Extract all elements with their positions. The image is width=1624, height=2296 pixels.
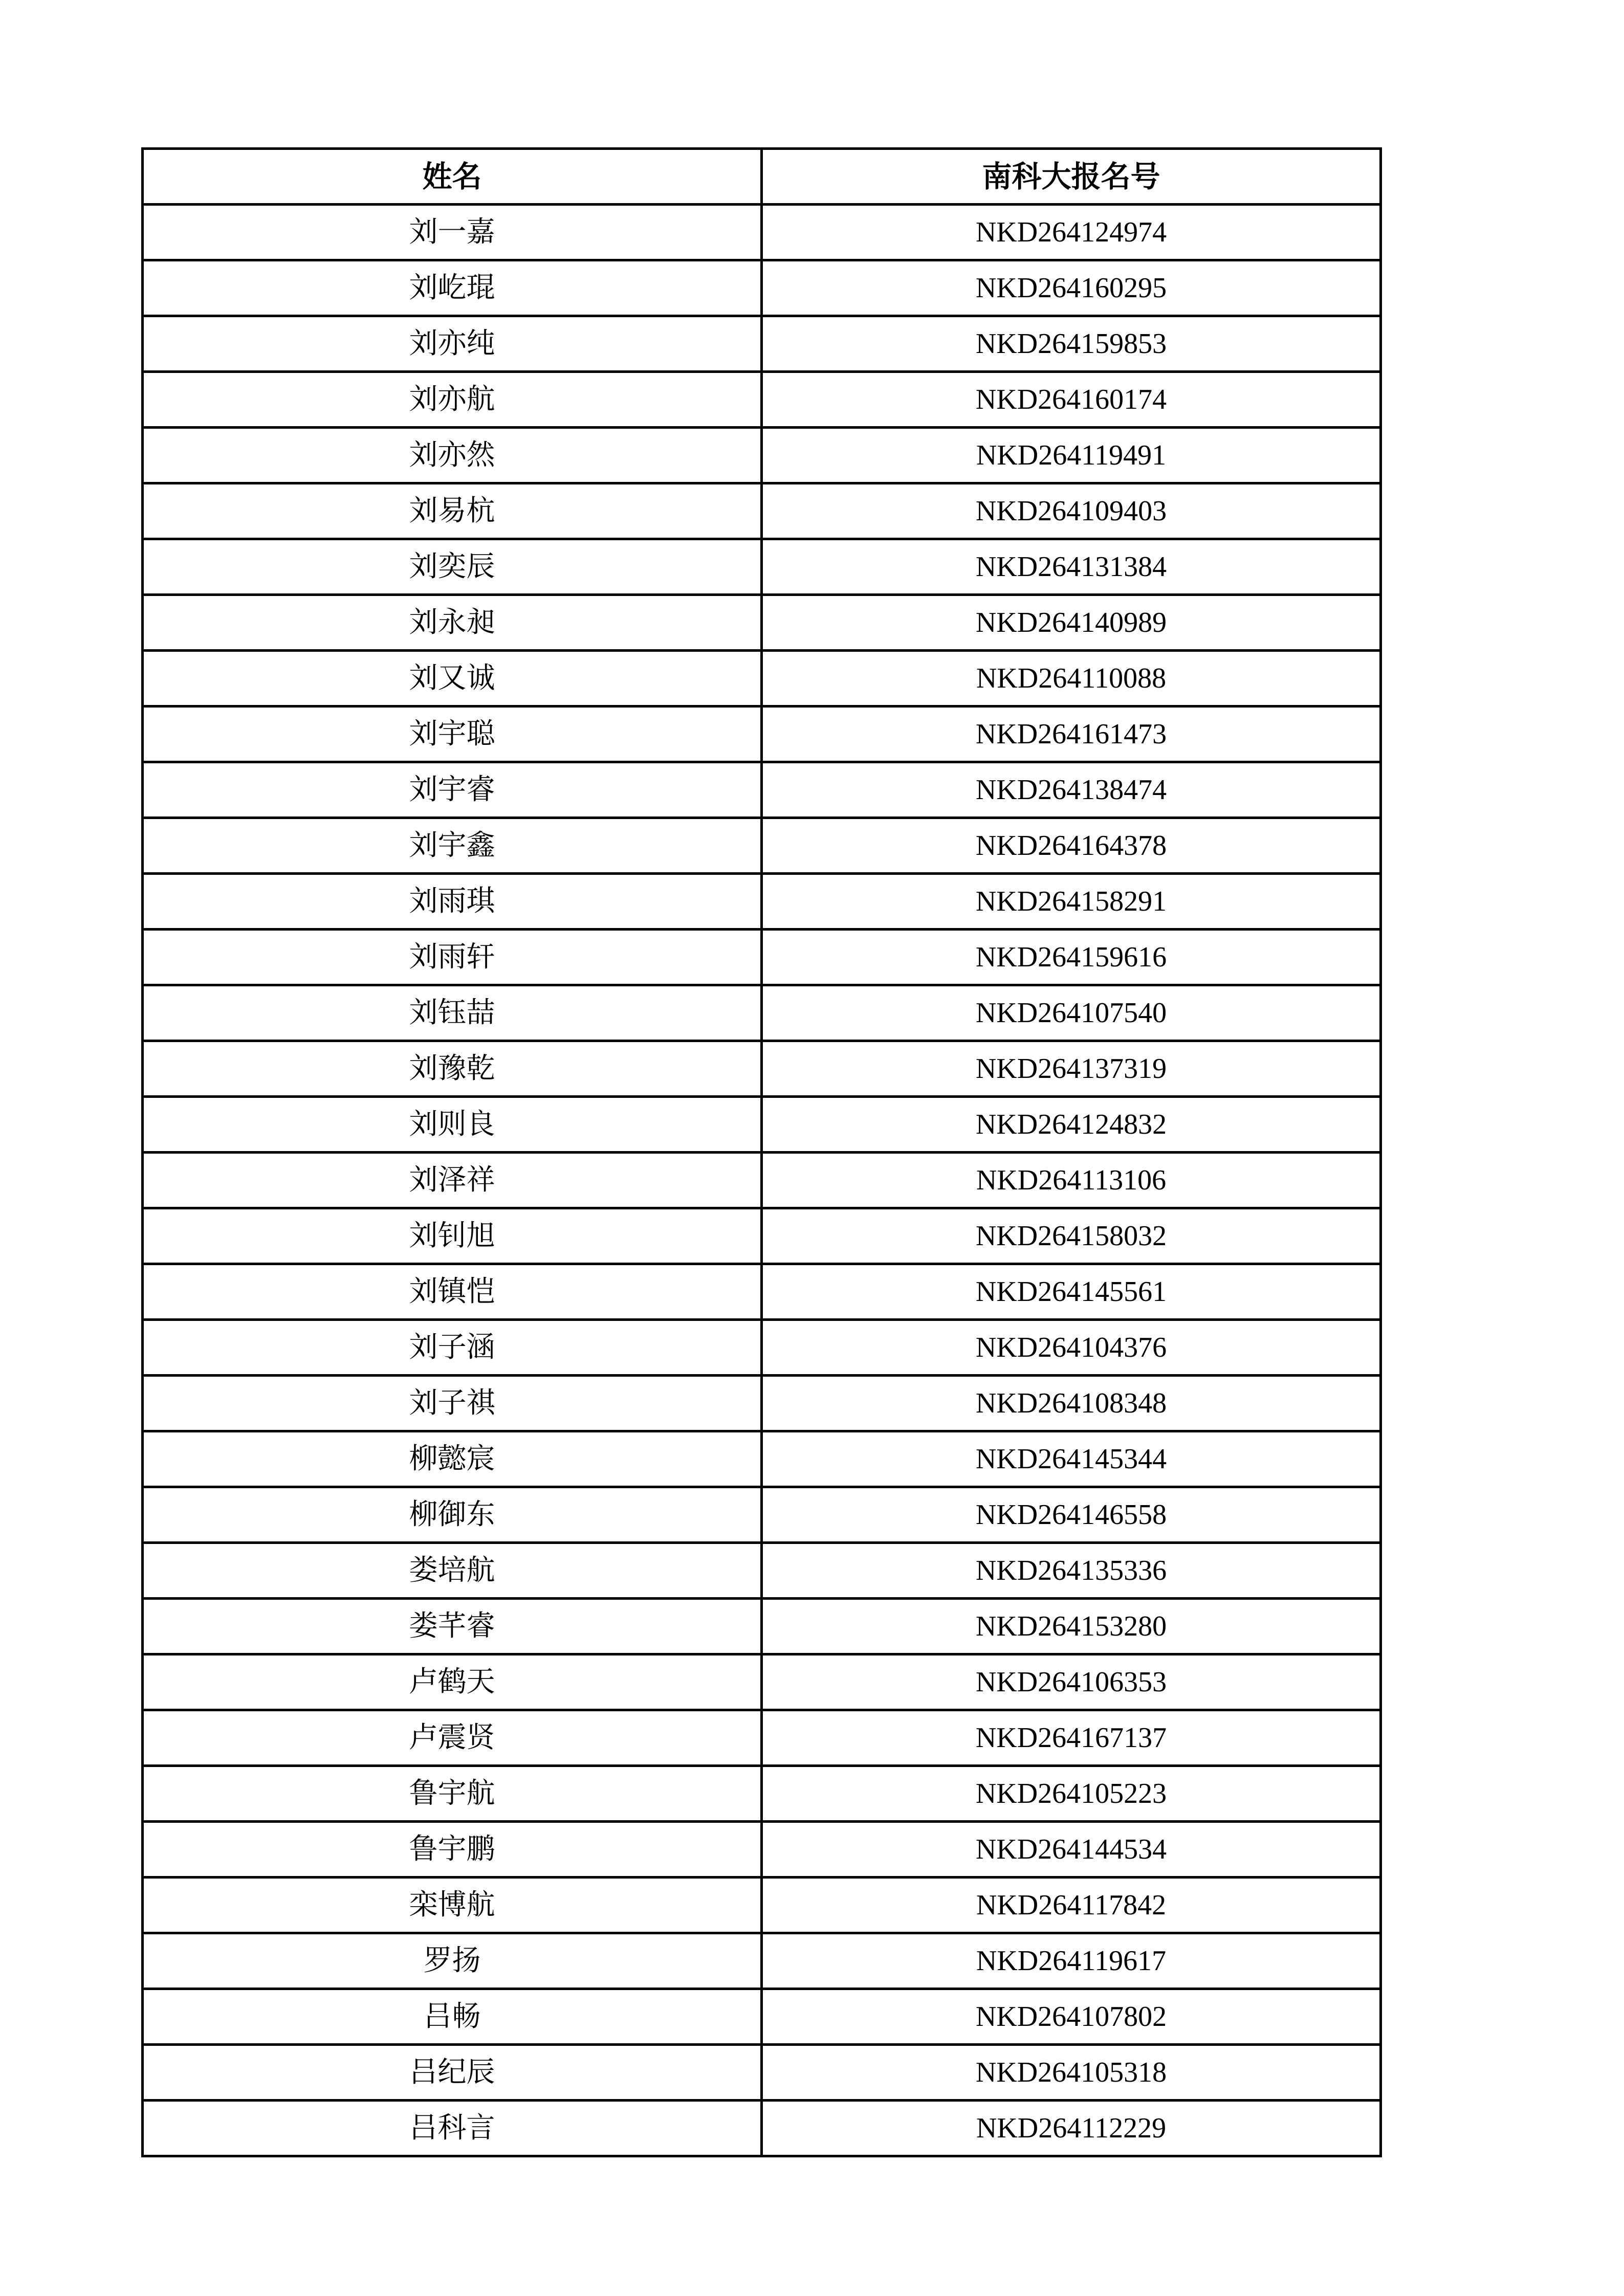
name-cell: 刘钰喆 <box>143 985 762 1041</box>
name-cell: 刘宇聪 <box>143 707 762 762</box>
name-cell: 鲁宇航 <box>143 1766 762 1822</box>
table-row <box>143 1264 1381 1320</box>
name-cell: 卢鹤天 <box>143 1654 762 1710</box>
registration-no-cell: NKD264112229 <box>762 2101 1381 2156</box>
registration-no-cell: NKD264145561 <box>762 1264 1381 1320</box>
registration-no-cell: NKD264105318 <box>762 2045 1381 2101</box>
table-row <box>143 1989 1381 2045</box>
name-cell: 鲁宇鹏 <box>143 1822 762 1878</box>
column-header-name: 姓名 <box>143 149 762 205</box>
name-cell: 刘则良 <box>143 1097 762 1153</box>
registration-no-cell: NKD264158032 <box>762 1208 1381 1264</box>
name-cell: 刘宇睿 <box>143 762 762 818</box>
table-row <box>143 1431 1381 1487</box>
table-row <box>143 1097 1381 1153</box>
name-cell: 刘镇恺 <box>143 1264 762 1320</box>
name-cell: 刘雨轩 <box>143 930 762 985</box>
name-cell: 刘钊旭 <box>143 1208 762 1264</box>
registration-no-cell: NKD264160295 <box>762 260 1381 316</box>
name-cell: 卢震贤 <box>143 1710 762 1766</box>
table-row <box>143 818 1381 874</box>
table-header <box>143 149 1381 205</box>
table-row <box>143 1654 1381 1710</box>
name-cell: 柳懿宸 <box>143 1431 762 1487</box>
table-row <box>143 372 1381 428</box>
table-row <box>143 2101 1381 2156</box>
registration-no-cell: NKD264124974 <box>762 205 1381 260</box>
registration-no-cell: NKD264160174 <box>762 372 1381 428</box>
table-row <box>143 1933 1381 1989</box>
table-row <box>143 651 1381 707</box>
registration-no-cell: NKD264107802 <box>762 1989 1381 2045</box>
registration-no-cell: NKD264124832 <box>762 1097 1381 1153</box>
name-cell: 娄芊睿 <box>143 1599 762 1654</box>
table-row <box>143 930 1381 985</box>
table-row <box>143 874 1381 930</box>
name-cell: 刘子祺 <box>143 1376 762 1431</box>
name-cell: 吕纪辰 <box>143 2045 762 2101</box>
name-cell: 吕畅 <box>143 1989 762 2045</box>
roster-table <box>141 147 1382 2157</box>
table-row <box>143 1599 1381 1654</box>
registration-no-cell: NKD264106353 <box>762 1654 1381 1710</box>
registration-no-cell: NKD264131384 <box>762 539 1381 595</box>
table-row <box>143 707 1381 762</box>
registration-no-cell: NKD264104376 <box>762 1320 1381 1376</box>
registration-no-cell: NKD264119491 <box>762 428 1381 483</box>
name-cell: 刘泽祥 <box>143 1153 762 1208</box>
registration-no-cell: NKD264135336 <box>762 1543 1381 1599</box>
registration-no-cell: NKD264119617 <box>762 1933 1381 1989</box>
name-cell: 柳御东 <box>143 1487 762 1543</box>
table-row <box>143 1710 1381 1766</box>
registration-no-cell: NKD264140989 <box>762 595 1381 651</box>
table-row <box>143 1766 1381 1822</box>
name-cell: 刘亦航 <box>143 372 762 428</box>
table-row <box>143 1376 1381 1431</box>
registration-no-cell: NKD264161473 <box>762 707 1381 762</box>
table-row <box>143 985 1381 1041</box>
table-row <box>143 428 1381 483</box>
registration-no-cell: NKD264146558 <box>762 1487 1381 1543</box>
table-row <box>143 483 1381 539</box>
registration-no-cell: NKD264145344 <box>762 1431 1381 1487</box>
name-cell: 刘亦纯 <box>143 316 762 372</box>
table-row <box>143 1822 1381 1878</box>
table-row <box>143 316 1381 372</box>
column-header-registration-no: 南科大报名号 <box>762 149 1381 205</box>
registration-no-cell: NKD264158291 <box>762 874 1381 930</box>
table-row <box>143 1208 1381 1264</box>
registration-no-cell: NKD264167137 <box>762 1710 1381 1766</box>
name-cell: 娄培航 <box>143 1543 762 1599</box>
registration-no-cell: NKD264110088 <box>762 651 1381 707</box>
name-cell: 刘永昶 <box>143 595 762 651</box>
registration-no-cell: NKD264113106 <box>762 1153 1381 1208</box>
table-body <box>143 205 1381 2156</box>
name-cell: 刘一嘉 <box>143 205 762 260</box>
name-cell: 刘易杭 <box>143 483 762 539</box>
registration-no-cell: NKD264138474 <box>762 762 1381 818</box>
registration-no-cell: NKD264159616 <box>762 930 1381 985</box>
table-row <box>143 1041 1381 1097</box>
table-row <box>143 1320 1381 1376</box>
table-row <box>143 1878 1381 1933</box>
table-row <box>143 595 1381 651</box>
name-cell: 栾博航 <box>143 1878 762 1933</box>
registration-no-cell: NKD264105223 <box>762 1766 1381 1822</box>
table-row <box>143 1153 1381 1208</box>
table-row <box>143 1543 1381 1599</box>
registration-no-cell: NKD264108348 <box>762 1376 1381 1431</box>
name-cell: 罗扬 <box>143 1933 762 1989</box>
name-cell: 刘豫乾 <box>143 1041 762 1097</box>
name-cell: 刘雨琪 <box>143 874 762 930</box>
table-row <box>143 260 1381 316</box>
registration-no-cell: NKD264137319 <box>762 1041 1381 1097</box>
name-cell: 刘亦然 <box>143 428 762 483</box>
registration-no-cell: NKD264144534 <box>762 1822 1381 1878</box>
table-row <box>143 1487 1381 1543</box>
header-row <box>143 149 1381 205</box>
registration-no-cell: NKD264153280 <box>762 1599 1381 1654</box>
name-cell: 刘屹琨 <box>143 260 762 316</box>
table-row <box>143 762 1381 818</box>
name-cell: 刘子涵 <box>143 1320 762 1376</box>
registration-no-cell: NKD264107540 <box>762 985 1381 1041</box>
table-row <box>143 539 1381 595</box>
table-row <box>143 2045 1381 2101</box>
name-cell: 刘又诚 <box>143 651 762 707</box>
name-cell: 刘宇鑫 <box>143 818 762 874</box>
name-cell: 刘奕辰 <box>143 539 762 595</box>
roster-sheet <box>141 147 1379 2157</box>
registration-no-cell: NKD264164378 <box>762 818 1381 874</box>
registration-no-cell: NKD264159853 <box>762 316 1381 372</box>
registration-no-cell: NKD264109403 <box>762 483 1381 539</box>
name-cell: 吕科言 <box>143 2101 762 2156</box>
registration-no-cell: NKD264117842 <box>762 1878 1381 1933</box>
table-row <box>143 205 1381 260</box>
